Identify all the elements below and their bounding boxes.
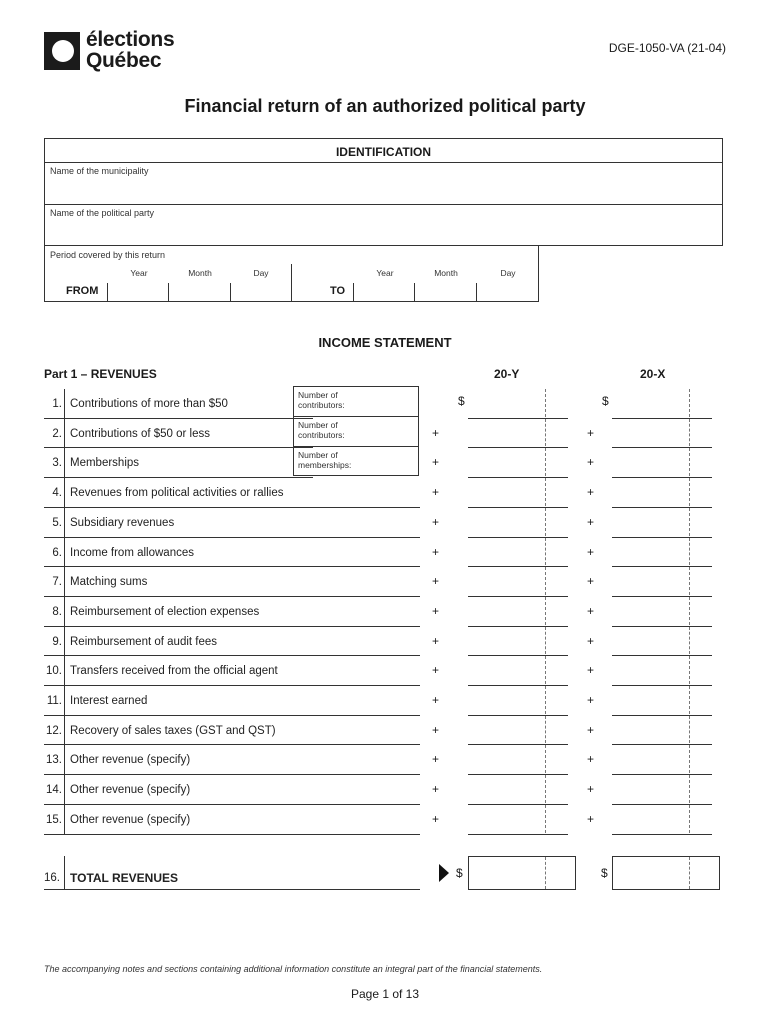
from-label: FROM: [66, 285, 99, 297]
amount-underline: [468, 715, 568, 716]
column-current-year: 20-Y: [494, 367, 520, 381]
row-number: 5.: [52, 517, 62, 529]
amount-previous-field[interactable]: [612, 599, 712, 625]
to-year-label: Year: [376, 268, 394, 278]
row-divider: [64, 775, 65, 805]
amount-underline: [612, 477, 712, 478]
elections-quebec-logo-text: [86, 29, 174, 71]
row-number: 7.: [52, 576, 62, 588]
row-number: 4.: [52, 487, 62, 499]
plus-sign: +: [432, 604, 440, 618]
row-underline: [44, 477, 313, 478]
period-label: Period covered by this return: [50, 250, 166, 260]
amount-previous-field[interactable]: [612, 747, 712, 773]
row-number: 15.: [46, 814, 62, 826]
amount-underline: [612, 418, 712, 419]
plus-sign: +: [432, 485, 440, 499]
amount-previous-field[interactable]: [612, 777, 712, 803]
row-label: Reimbursement of audit fees: [70, 636, 218, 648]
column-previous-year: 20-X: [640, 367, 666, 381]
amount-previous-field[interactable]: [612, 540, 712, 565]
amount-current-field[interactable]: [468, 718, 568, 743]
row-underline: [44, 834, 420, 835]
amount-previous-field[interactable]: [612, 510, 712, 536]
row-number: 3.: [52, 457, 62, 469]
row-number: 9.: [52, 636, 62, 648]
row-number: 11.: [46, 695, 62, 707]
row-divider: [64, 389, 65, 419]
row-label: Other revenue (specify): [70, 784, 191, 796]
amount-current-field[interactable]: [468, 599, 568, 625]
row-divider: [64, 478, 65, 508]
row-underline: [44, 804, 420, 805]
row-divider: [64, 419, 65, 448]
from-day-label: Day: [253, 268, 269, 278]
row-divider: [64, 597, 65, 627]
plus-sign: +: [587, 812, 595, 826]
page-number: Page 1 of 13: [350, 987, 420, 1001]
amount-underline: [468, 447, 568, 448]
plus-sign: +: [587, 693, 595, 707]
amount-underline: [468, 507, 568, 508]
plus-sign: +: [432, 663, 440, 677]
amount-previous-field[interactable]: [612, 480, 712, 506]
plus-sign: +: [587, 604, 595, 618]
row-divider: [64, 448, 65, 478]
amount-current-field[interactable]: [468, 658, 568, 684]
plus-sign: +: [432, 455, 440, 469]
amount-previous-field[interactable]: [612, 658, 712, 684]
currency-symbol: $: [602, 394, 609, 408]
from-month-field[interactable]: [169, 283, 229, 301]
row-number: 13.: [46, 754, 62, 766]
row-label: Contributions of $50 or less: [70, 428, 210, 440]
row-label: Revenues from political activities or rallies: [70, 487, 284, 499]
arrow-right-icon: [439, 864, 449, 882]
brand-line2: Québec: [86, 49, 162, 72]
from-month-label: Month: [188, 268, 212, 278]
row-divider: [64, 538, 65, 567]
to-month-label: Month: [434, 268, 458, 278]
logo-circle-icon: [52, 40, 74, 62]
total-label: TOTAL REVENUES: [70, 871, 179, 885]
amount-current-field[interactable]: [468, 569, 568, 595]
amount-current-field[interactable]: [468, 807, 568, 833]
row-underline: [44, 418, 313, 419]
plus-sign: +: [432, 426, 440, 440]
amount-underline: [468, 804, 568, 805]
plus-sign: +: [432, 693, 440, 707]
amount-underline: [468, 537, 568, 538]
amount-current-field[interactable]: [468, 510, 568, 536]
amount-underline: [468, 477, 568, 478]
plus-sign: +: [432, 545, 440, 559]
row-underline: [44, 596, 420, 597]
row-label: Transfers received from the official agent: [70, 665, 278, 677]
row-divider: [64, 627, 65, 656]
row-underline: [44, 507, 420, 508]
footer-note: The accompanying notes and sections containing additional information constitute an integral part of the financial statements.: [44, 964, 543, 974]
row-underline: [44, 626, 420, 627]
amount-underline: [468, 596, 568, 597]
row-divider: [64, 745, 65, 775]
amount-underline: [612, 596, 712, 597]
municipality-field[interactable]: [46, 178, 720, 202]
income-statement-heading: INCOME STATEMENT: [318, 335, 452, 350]
contributors-count-field-1[interactable]: [360, 390, 416, 414]
party-label: Name of the political party: [50, 208, 155, 218]
amount-underline: [612, 774, 712, 775]
row-underline: [44, 655, 420, 656]
plus-sign: +: [432, 782, 440, 796]
amount-current-field[interactable]: [468, 747, 568, 773]
row-number: 8.: [52, 606, 62, 618]
total-currency-current: $: [456, 866, 463, 880]
amount-underline: [612, 626, 712, 627]
row-label: Recovery of sales taxes (GST and QST): [70, 725, 276, 737]
row-underline: [44, 715, 420, 716]
plus-sign: +: [432, 574, 440, 588]
plus-sign: +: [587, 634, 595, 648]
amount-underline: [612, 447, 712, 448]
currency-symbol: $: [458, 394, 465, 408]
amount-current-field[interactable]: [468, 450, 568, 476]
amount-underline: [468, 418, 568, 419]
row-underline: [44, 566, 420, 567]
total-number: 16.: [44, 872, 60, 884]
plus-sign: +: [432, 752, 440, 766]
row-label: Contributions of more than $50: [70, 398, 228, 410]
amount-current-field[interactable]: [468, 540, 568, 565]
row-underline: [44, 744, 420, 745]
row-divider: [64, 716, 65, 745]
to-label: TO: [330, 285, 346, 297]
total-revenues-current-field[interactable]: [468, 856, 576, 890]
to-day-label: Day: [500, 268, 516, 278]
plus-sign: +: [587, 515, 595, 529]
amount-underline: [468, 685, 568, 686]
amount-underline: [468, 626, 568, 627]
total-currency-previous: $: [601, 866, 608, 880]
contributors-count-label-1: Number of contributors:: [298, 390, 345, 410]
row-number: 14.: [46, 784, 62, 796]
row-label: Memberships: [70, 457, 140, 469]
plus-sign: +: [587, 752, 595, 766]
amount-underline: [612, 744, 712, 745]
row-label: Subsidiary revenues: [70, 517, 175, 529]
amount-current-field[interactable]: [468, 480, 568, 506]
amount-underline: [468, 566, 568, 567]
amount-previous-field[interactable]: [612, 718, 712, 743]
row-label: Income from allowances: [70, 547, 194, 559]
to-day-field[interactable]: [477, 283, 537, 301]
amount-previous-field[interactable]: [612, 569, 712, 595]
row-divider: [64, 686, 65, 716]
amount-underline: [612, 834, 712, 835]
plus-sign: +: [432, 515, 440, 529]
row-number: 6.: [52, 547, 62, 559]
row-label: Interest earned: [70, 695, 148, 707]
plus-sign: +: [587, 455, 595, 469]
amount-underline: [612, 566, 712, 567]
amount-underline: [468, 744, 568, 745]
row-label: Other revenue (specify): [70, 754, 191, 766]
contributors-count-field-2[interactable]: [360, 420, 416, 444]
amount-previous-field[interactable]: [612, 629, 712, 654]
plus-sign: +: [587, 545, 595, 559]
brand-line1: élections: [86, 28, 175, 51]
document-code: DGE-1050-VA (21-04): [608, 41, 726, 55]
amount-underline: [612, 685, 712, 686]
amount-underline: [612, 715, 712, 716]
part-title: Part 1 – REVENUES: [44, 367, 157, 381]
page-title: Financial return of an authorized political party: [184, 96, 586, 116]
total-revenues-previous-field[interactable]: [612, 856, 720, 890]
amount-current-field[interactable]: [468, 777, 568, 803]
plus-sign: +: [587, 426, 595, 440]
to-month-field[interactable]: [415, 283, 475, 301]
plus-sign: +: [587, 723, 595, 737]
row-number: 1.: [52, 398, 62, 410]
amount-previous-field[interactable]: [612, 391, 712, 417]
row-underline: [44, 685, 420, 686]
row-divider: [64, 805, 65, 835]
amount-previous-field[interactable]: [612, 688, 712, 714]
row-underline: [44, 537, 420, 538]
row-label: Other revenue (specify): [70, 814, 191, 826]
amount-current-field[interactable]: [468, 688, 568, 714]
plus-sign: +: [587, 574, 595, 588]
amount-underline: [468, 774, 568, 775]
row-label: Matching sums: [70, 576, 148, 588]
plus-sign: +: [587, 782, 595, 796]
identification-heading: IDENTIFICATION: [335, 145, 432, 159]
amount-current-field[interactable]: [468, 391, 568, 417]
plus-sign: +: [587, 485, 595, 499]
amount-underline: [612, 804, 712, 805]
amount-previous-field[interactable]: [612, 450, 712, 476]
row-divider: [64, 656, 65, 686]
political-party-field[interactable]: [46, 220, 720, 243]
row-number: 12.: [46, 725, 62, 737]
amount-previous-field[interactable]: [612, 421, 712, 446]
municipality-label: Name of the municipality: [50, 166, 149, 176]
row-underline: [44, 447, 313, 448]
plus-sign: +: [432, 812, 440, 826]
row-label: Reimbursement of election expenses: [70, 606, 260, 618]
memberships-count-field[interactable]: [360, 450, 416, 474]
amount-underline: [468, 655, 568, 656]
memberships-count-label: Number of memberships:: [298, 450, 352, 470]
contributors-count-label-2: Number of contributors:: [298, 420, 345, 440]
amount-underline: [468, 834, 568, 835]
amount-current-field[interactable]: [468, 421, 568, 446]
row-underline: [44, 774, 420, 775]
row-divider: [64, 567, 65, 597]
row-number: 10.: [46, 665, 62, 677]
amount-previous-field[interactable]: [612, 807, 712, 833]
from-year-label: Year: [130, 268, 148, 278]
from-year-field[interactable]: [108, 283, 168, 301]
from-day-field[interactable]: [231, 283, 291, 301]
amount-current-field[interactable]: [468, 629, 568, 654]
row-number: 2.: [52, 428, 62, 440]
to-year-field[interactable]: [354, 283, 414, 301]
plus-sign: +: [432, 723, 440, 737]
plus-sign: +: [587, 663, 595, 677]
amount-underline: [612, 537, 712, 538]
row-divider: [64, 508, 65, 538]
plus-sign: +: [432, 634, 440, 648]
amount-underline: [612, 655, 712, 656]
amount-underline: [612, 507, 712, 508]
